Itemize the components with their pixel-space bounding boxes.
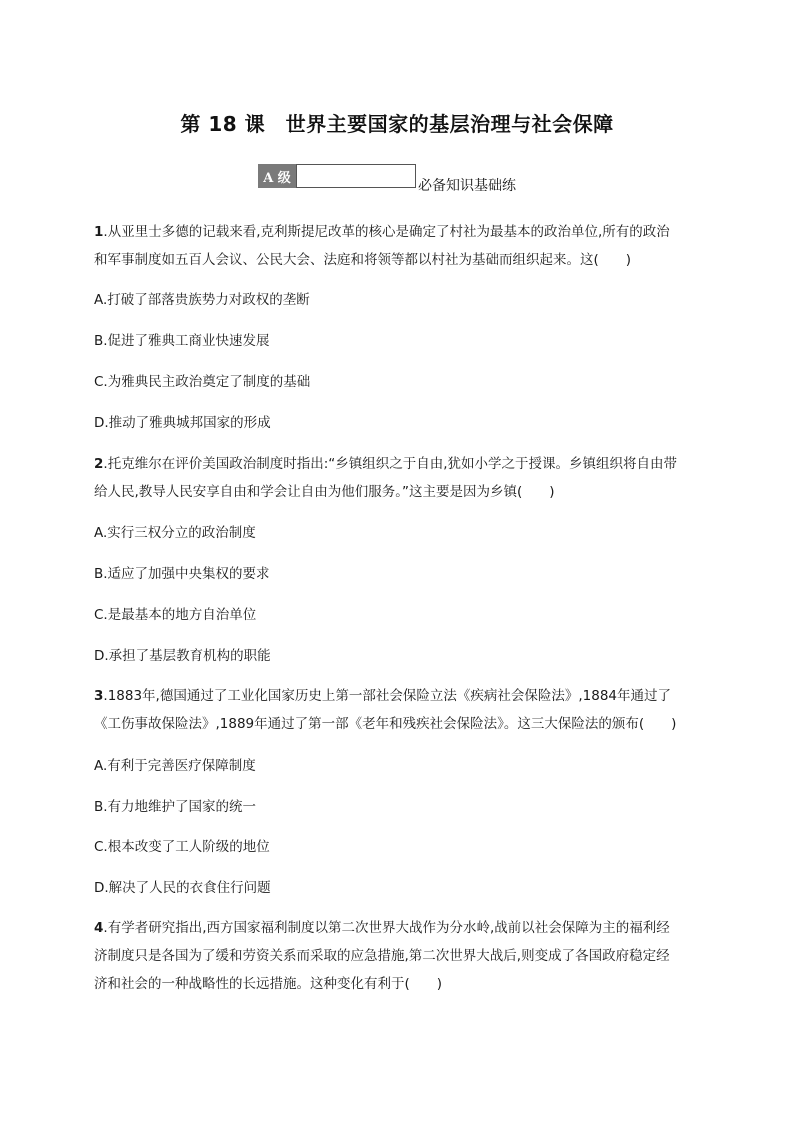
page-title: 第 18 课 世界主要国家的基层治理与社会保障	[180, 112, 614, 136]
question-3-option-b: B.有力地维护了国家的统一	[94, 799, 257, 815]
question-2-option-b: B.适应了加强中央集权的要求	[94, 566, 270, 582]
question-4-line-3: 济和社会的一种战略性的长远措施。这种变化有利于( )	[94, 976, 443, 992]
question-3-line-2: 《工伤事故保险法》,1889年通过了第一部《老年和残疾社会保险法》。这三大保险法的颁布( )	[94, 716, 677, 732]
question-2-option-d: D.承担了基层教育机构的职能	[94, 648, 271, 664]
question-number: 2	[94, 456, 104, 472]
question-2-option-c: C.是最基本的地方自治单位	[94, 607, 257, 623]
level-label: 必备知识基础练	[418, 178, 516, 194]
question-1-option-d: D.推动了雅典城邦国家的形成	[94, 415, 271, 431]
question-number: 4	[94, 920, 104, 936]
question-2-option-a: A.实行三权分立的政治制度	[94, 525, 256, 541]
question-1-line-1: 1.从亚里士多德的记载来看,克利斯提尼改革的核心是确定了村社为最基本的政治单位,所有的政治	[94, 224, 670, 240]
question-3-option-a: A.有利于完善医疗保障制度	[94, 758, 256, 774]
question-1-option-c: C.为雅典民主政治奠定了制度的基础	[94, 374, 311, 390]
level-header	[258, 164, 516, 192]
question-2-line-1: 2.托克维尔在评价美国政治制度时指出:“乡镇组织之于自由,犹如小学之于授课。乡镇组织将自由带	[94, 456, 678, 472]
question-number: 3	[94, 688, 104, 704]
question-1-option-b: B.促进了雅典工商业快速发展	[94, 333, 270, 349]
question-number: 1	[94, 224, 104, 240]
score-box	[296, 164, 416, 188]
question-3-line-1: 3.1883年,德国通过了工业化国家历史上第一部社会保险立法《疾病社会保险法》,1884年通过了	[94, 688, 671, 704]
question-1-line-2: 和军事制度如五百人会议、公民大会、法庭和将领等都以村社为基础而组织起来。这( )	[94, 252, 632, 268]
question-4-line-2: 济制度只是各国为了缓和劳资关系而采取的应急措施,第二次世界大战后,则变成了各国政府稳定经	[94, 948, 670, 964]
question-3-option-c: C.根本改变了工人阶级的地位	[94, 839, 270, 855]
question-4-line-1: 4.有学者研究指出,西方国家福利制度以第二次世界大战作为分水岭,战前以社会保障为主的福利经	[94, 920, 670, 936]
question-3-option-d: D.解决了人民的衣食住行问题	[94, 880, 271, 896]
question-2-line-2: 给人民,教导人民安享自由和学会让自由为他们服务。”这主要是因为乡镇( )	[94, 484, 555, 500]
level-badge: A 级	[258, 164, 296, 188]
question-1-option-a: A.打破了部落贵族势力对政权的垄断	[94, 292, 310, 308]
